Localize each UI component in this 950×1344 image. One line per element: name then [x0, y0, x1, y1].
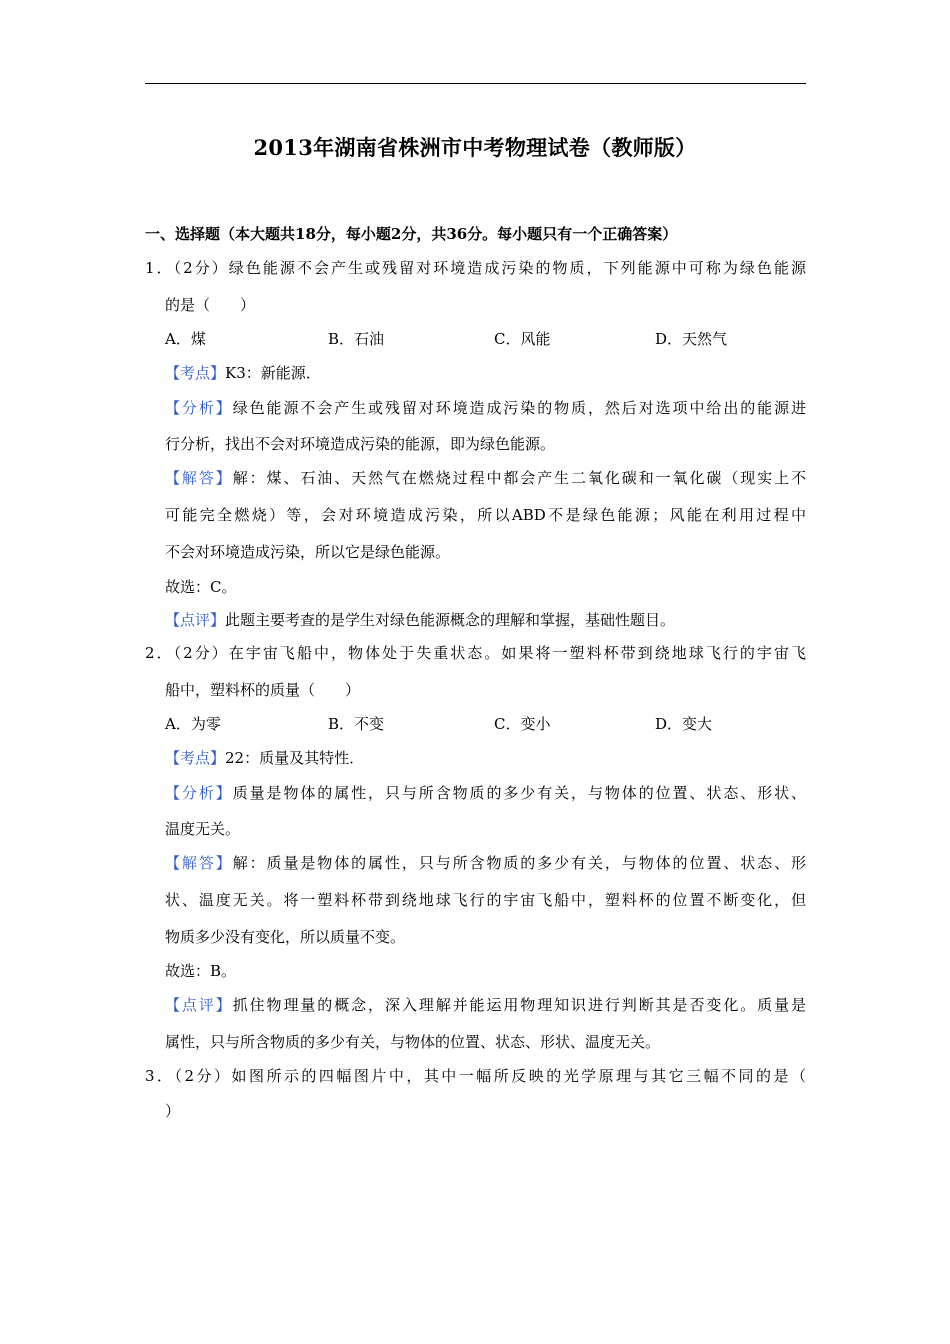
- question-1-kaodian: [165, 363, 321, 383]
- jieda-text: 解：质量是物体的属性，只与所含物质的多少有关，与物体的位置、状态、形: [232, 854, 806, 872]
- question-1-dianping: [165, 610, 675, 630]
- question-2-stem: 2．（2分）在宇宙飞船中，物体处于失重状态。如果将一塑料杯带到绕地球飞行的宇宙飞: [145, 644, 806, 662]
- fenxi-text: 绿色能源不会产生或残留对环境造成污染的物质，然后对选项中给出的能源进: [232, 399, 806, 417]
- question-2-jieda: [165, 853, 806, 873]
- kaodian-text: 22：质量及其特性．: [225, 749, 365, 767]
- jieda-text: 解：煤、石油、天然气在燃烧过程中都会产生二氧化碳和一氧化碳（现实上不: [232, 469, 806, 487]
- dianping-text: 抓住物理量的概念，深入理解并能运用物理知识进行判断其是否变化。质量是: [232, 996, 806, 1014]
- question-2-fenxi: [165, 783, 806, 803]
- question-1-fenxi-cont: 行分析，找出不会对环境造成污染的能源，即为绿色能源。: [165, 435, 556, 453]
- question-3-stem: 3．（2分）如图所示的四幅图片中，其中一幅所反映的光学原理与其它三幅不同的是（: [145, 1067, 806, 1085]
- question-2-option-c: C．变小: [494, 715, 551, 733]
- question-2-dianping-cont: 属性，只与所含物质的多少有关，与物体的位置、状态、形状、温度无关。: [165, 1033, 661, 1051]
- question-2-answer: 故选：B。: [165, 962, 237, 980]
- question-2-fenxi-cont: 温度无关。: [165, 820, 241, 838]
- question-2-kaodian: [165, 748, 364, 768]
- fenxi-tag: 【分析】: [165, 784, 233, 802]
- question-1-option-b: B．石油: [328, 330, 385, 348]
- jieda-tag: 【解答】: [165, 854, 233, 872]
- fenxi-text: 质量是物体的属性，只与所含物质的多少有关，与物体的位置、状态、形状、: [232, 784, 806, 802]
- question-1-option-a: A．煤: [165, 330, 206, 348]
- kaodian-text: K3：新能源．: [225, 364, 321, 382]
- question-2-jieda-cont: 状、温度无关。将一塑料杯带到绕地球飞行的宇宙飞船中，塑料杯的位置不断变化，但: [165, 891, 806, 909]
- jieda-tag: 【解答】: [165, 469, 233, 487]
- page-title: 2013年湖南省株洲市中考物理试卷（教师版）: [253, 135, 697, 160]
- kaodian-tag: 【考点】: [165, 749, 226, 767]
- question-2-option-b: B．不变: [328, 715, 385, 733]
- question-1-stem-cont: 的是（ ）: [165, 296, 256, 314]
- question-1-fenxi: [165, 398, 806, 418]
- kaodian-tag: 【考点】: [165, 364, 226, 382]
- question-2-dianping: [165, 995, 806, 1015]
- fenxi-tag: 【分析】: [165, 399, 233, 417]
- dianping-tag: 【点评】: [165, 996, 233, 1014]
- question-3-stem-cont: ）: [165, 1102, 181, 1120]
- question-1-option-d: D．天然气: [655, 330, 728, 348]
- question-1-jieda: [165, 468, 806, 488]
- question-1-answer: 故选：C。: [165, 578, 237, 596]
- question-1-option-c: C．风能: [494, 330, 551, 348]
- question-2-stem-cont: 船中，塑料杯的质量（ ）: [165, 681, 361, 699]
- dianping-text: 此题主要考查的是学生对绿色能源概念的理解和掌握，基础性题目。: [225, 611, 676, 629]
- question-2-option-d: D．变大: [655, 715, 713, 733]
- section-heading: 一、选择题（本大题共18分，每小题2分，共36分。每小题只有一个正确答案）: [145, 225, 678, 243]
- header-rule: [145, 83, 806, 84]
- question-1-jieda-cont2: 不会对环境造成污染，所以它是绿色能源。: [165, 543, 451, 561]
- question-1-jieda-cont: 可能完全燃烧）等，会对环境造成污染，所以ABD不是绿色能源；风能在利用过程中: [165, 506, 806, 524]
- question-2-jieda-cont2: 物质多少没有变化，所以质量不变。: [165, 928, 406, 946]
- question-2-option-a: A．为零: [165, 715, 221, 733]
- dianping-tag: 【点评】: [165, 611, 226, 629]
- question-1-stem: 1．（2分）绿色能源不会产生或残留对环境造成污染的物质，下列能源中可称为绿色能源: [145, 259, 806, 277]
